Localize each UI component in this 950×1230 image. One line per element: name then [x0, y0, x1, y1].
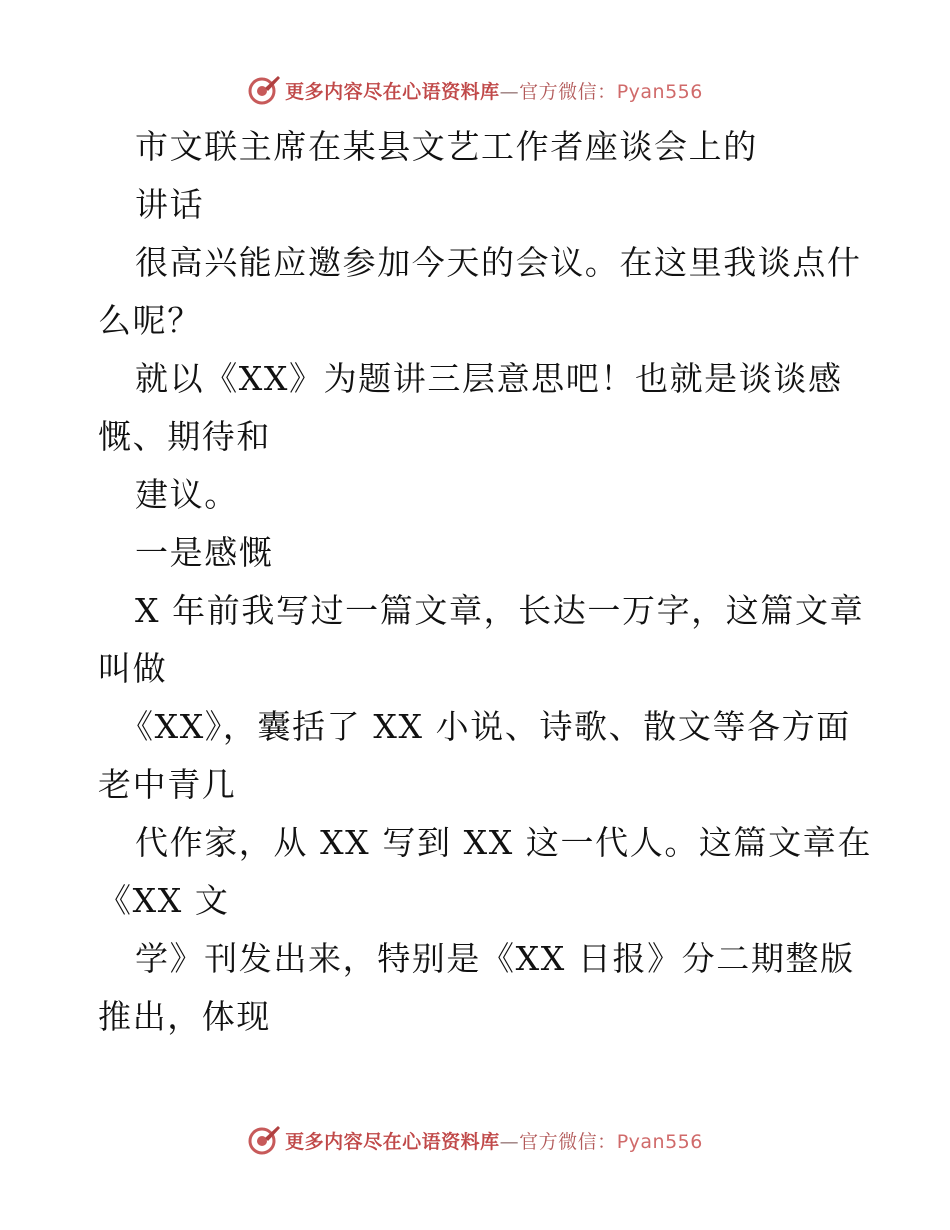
paragraph-line: 学》刊发出来，特别是《XX 日报》分二期整版	[135, 939, 855, 978]
banner-text	[285, 77, 703, 104]
paragraph-line: 老中青几	[98, 765, 237, 804]
paragraph-line: 代作家，从 XX 写到 XX 这一代人。这篇文章在	[135, 823, 872, 862]
banner-wechat-label: 官方微信：	[519, 80, 617, 103]
paragraph-line: X 年前我写过一篇文章，长达一万字，这篇文章	[135, 591, 865, 630]
banner-wechat-label: 官方微信：	[519, 1130, 617, 1153]
banner-site-name: 更多内容尽在心语资料库	[285, 80, 500, 103]
pen-logo-icon	[247, 1123, 281, 1157]
document-title-line-1: 市文联主席在某县文艺工作者座谈会上的	[135, 127, 758, 166]
footer-banner	[0, 1120, 950, 1160]
document-title-line-2: 讲话	[135, 185, 205, 224]
pen-logo-icon	[247, 73, 281, 107]
paragraph-line: 《XX》，囊括了 XX 小说、诗歌、散文等各方面	[120, 707, 851, 746]
paragraph-line: 就以《XX》为题讲三层意思吧！也就是谈谈感	[135, 359, 843, 398]
paragraph-line: 推出，体现	[98, 997, 271, 1036]
banner-wechat-id: Pyan556	[616, 80, 703, 103]
paragraph-line: 建议。	[135, 475, 239, 514]
paragraph-line: 么呢？	[98, 301, 202, 340]
banner-dash: —	[499, 1130, 520, 1153]
banner-text	[285, 1127, 703, 1154]
paragraph-line: 慨、期待和	[98, 417, 271, 456]
section-heading: 一是感慨	[135, 533, 274, 572]
banner-wechat-id: Pyan556	[616, 1130, 703, 1153]
paragraph-line: 《XX 文	[98, 881, 230, 920]
header-banner	[0, 70, 950, 110]
paragraph-line: 叫做	[98, 649, 168, 688]
paragraph-line: 很高兴能应邀参加今天的会议。在这里我谈点什	[135, 243, 862, 282]
banner-site-name: 更多内容尽在心语资料库	[285, 1130, 500, 1153]
banner-dash: —	[499, 80, 520, 103]
